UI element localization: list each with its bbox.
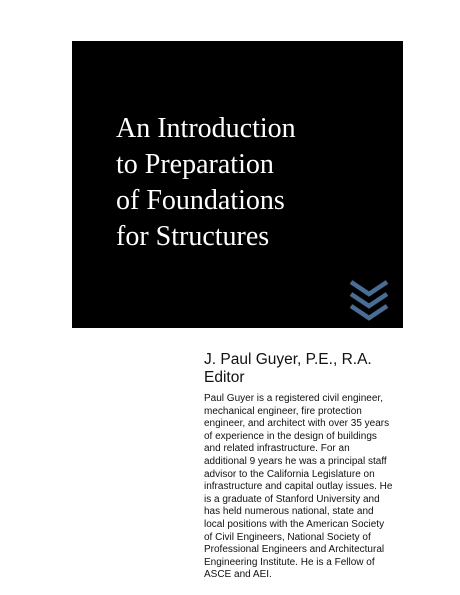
bio-line: of experience in the design of buildings: [204, 430, 377, 442]
bio-line: additional 9 years he was a principal staff: [204, 455, 387, 467]
bio-line: engineer, and architect with over 35 years: [204, 418, 390, 430]
bio-line: Professional Engineers and Architectural: [204, 544, 385, 556]
bio-line: local positions with the American Society: [204, 518, 385, 530]
triple-chevron-down-icon: [349, 280, 389, 322]
bio-line: ASCE and AEI.: [204, 569, 272, 581]
title-line-3: of Foundations: [116, 185, 285, 216]
author-role: Editor: [204, 369, 245, 386]
chevron-1: [351, 282, 387, 294]
bio-line: has held numerous national, state and: [204, 506, 374, 518]
bio-line: Paul Guyer is a registered civil engineer,: [204, 393, 383, 404]
bio-line: mechanical engineer, fire protection: [204, 405, 362, 417]
bio-line: advisor to the California Legislature on: [204, 468, 375, 480]
author-bio: [204, 393, 404, 582]
bio-line: and related infrastructure. For an: [204, 443, 350, 455]
author-name: J. Paul Guyer, P.E., R.A.: [204, 351, 372, 368]
title-line-1: An Introduction: [116, 113, 296, 144]
book-title: [116, 111, 396, 255]
author-block: [204, 350, 372, 387]
title-line-2: to Preparation: [116, 149, 274, 180]
title-line-4: for Structures: [116, 221, 270, 252]
bio-line: infrastructure and capital outlay issues. He: [204, 481, 393, 493]
bio-line: is a graduate of Stanford University and: [204, 493, 380, 505]
cover-panel: [72, 41, 403, 328]
bio-line: Engineering Institute. He is a Fellow of: [204, 556, 375, 568]
bio-line: of Civil Engineers, National Society of: [204, 531, 371, 543]
